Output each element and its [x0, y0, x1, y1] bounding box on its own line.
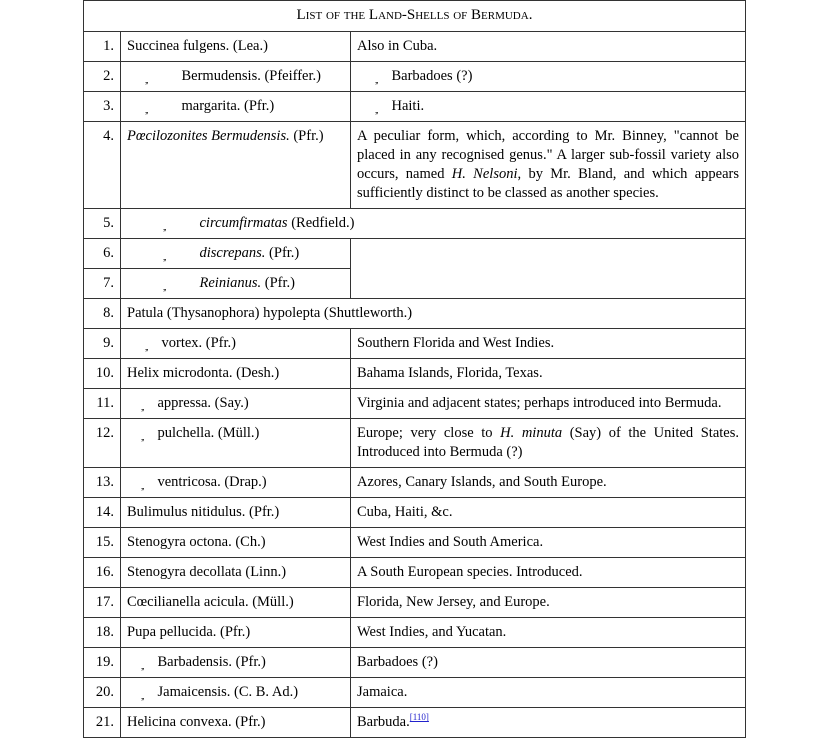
species-name: appressa. (Say.) — [157, 395, 249, 411]
table-row — [84, 359, 746, 389]
ditto-mark: ,, — [163, 252, 166, 262]
row-number: 9. — [84, 329, 121, 359]
species-authority: (Pfr.) — [265, 245, 300, 261]
row-number: 21. — [84, 708, 121, 738]
species-name: ventricosa. (Drap.) — [157, 474, 267, 490]
ditto-mark: ,, — [375, 75, 378, 85]
row-number: 14. — [84, 498, 121, 528]
row-number: 6. — [84, 239, 121, 269]
species-name: Bulimulus nitidulus. (Pfr.) — [121, 498, 351, 528]
species-note: Azores, Canary Islands, and South Europe. — [351, 468, 746, 498]
species-name: Stenogyra octona. (Ch.) — [121, 528, 351, 558]
table-row — [84, 558, 746, 588]
ditto-mark: ,, — [375, 105, 378, 115]
species-name: Succinea fulgens. (Lea.) — [121, 32, 351, 62]
species-note-cell — [351, 419, 746, 468]
species-note-continued: (Say) of the United States. Introduced into Bermuda (?) — [357, 425, 739, 460]
species-note: Barbadoes (?) — [391, 68, 473, 84]
footnote-ref — [410, 712, 429, 722]
table-row — [84, 468, 746, 498]
species-note: A South European species. Introduced. — [351, 558, 746, 588]
species-authority: (Redfield.) — [287, 215, 355, 231]
species-name-cell — [121, 92, 351, 122]
species-note: Southern Florida and West Indies. — [351, 329, 746, 359]
species-name: Cœcilianella acicula. (Müll.) — [121, 588, 351, 618]
species-name: pulchella. (Müll.) — [157, 425, 260, 441]
species-note: Europe; very close to — [357, 425, 501, 441]
row-number: 12. — [84, 419, 121, 468]
table-title: List of the Land-Shells of Bermuda. — [84, 1, 746, 32]
table-row — [84, 62, 746, 92]
species-name: margarita. (Pfr.) — [181, 98, 275, 114]
table-row — [84, 122, 746, 209]
table-row — [84, 92, 746, 122]
land-shells-table — [83, 0, 746, 738]
species-name-cell — [121, 468, 351, 498]
species-note: A peculiar form, which, according to Mr. Binney, "cannot be placed in any recognised genus." A larger sub-fossil variety also occurs, named — [357, 128, 739, 182]
row-number: 18. — [84, 618, 121, 648]
species-name: Bermudensis. (Pfeiffer.) — [181, 68, 321, 84]
ditto-mark: ,, — [141, 402, 144, 412]
species-name-cell — [121, 678, 351, 708]
species-name-italic: circumfirmatas — [199, 215, 288, 231]
species-note-italic: H. Nelsoni — [451, 166, 518, 182]
species-name-cell — [121, 239, 351, 269]
species-name: Pupa pellucida. (Pfr.) — [121, 618, 351, 648]
species-note-cell — [351, 122, 746, 209]
row-number: 13. — [84, 468, 121, 498]
table-row — [84, 498, 746, 528]
species-note: Cuba, Haiti, &c. — [351, 498, 746, 528]
row-number: 16. — [84, 558, 121, 588]
species-name: Jamaicensis. (C. B. Ad.) — [157, 684, 299, 700]
species-name: Helicina convexa. (Pfr.) — [121, 708, 351, 738]
table-row — [84, 329, 746, 359]
row-number: 11. — [84, 389, 121, 419]
species-name-cell — [121, 419, 351, 468]
row-number: 10. — [84, 359, 121, 389]
species-authority: (Pfr.) — [289, 128, 324, 144]
species-name-cell — [121, 269, 351, 299]
table-row — [84, 239, 746, 269]
table-row — [84, 299, 746, 329]
table-row — [84, 389, 746, 419]
species-note: Jamaica. — [351, 678, 746, 708]
species-name-cell — [121, 122, 351, 209]
table-row — [84, 648, 746, 678]
ditto-mark: ,, — [145, 105, 148, 115]
table-row — [84, 209, 746, 239]
species-name: Stenogyra decollata (Linn.) — [121, 558, 351, 588]
species-note: Bahama Islands, Florida, Texas. — [351, 359, 746, 389]
row-number: 3. — [84, 92, 121, 122]
row-number: 5. — [84, 209, 121, 239]
species-note: Florida, New Jersey, and Europe. — [351, 588, 746, 618]
row-number: 7. — [84, 269, 121, 299]
species-note: Haiti. — [391, 98, 425, 114]
species-note-continued: , by Mr. Bland, and which appears sufficiently distinct to be classed as another species. — [357, 166, 739, 201]
species-note: Also in Cuba. — [351, 32, 746, 62]
table-row — [84, 678, 746, 708]
table-title-row — [84, 1, 746, 32]
row-number: 15. — [84, 528, 121, 558]
footnote-link[interactable]: [110] — [409, 712, 429, 722]
row-number: 4. — [84, 122, 121, 209]
species-authority: (Pfr.) — [261, 275, 295, 291]
ditto-mark: ,, — [141, 661, 144, 671]
species-note: West Indies, and Yucatan. — [351, 618, 746, 648]
ditto-mark: ,, — [141, 432, 144, 442]
row-number: 19. — [84, 648, 121, 678]
species-name-cell — [121, 209, 746, 239]
empty-note-cell — [351, 239, 746, 299]
species-name-italic: discrepans. — [199, 245, 266, 261]
species-name-cell — [121, 329, 351, 359]
species-name: Patula (Thysanophora) hypolepta (Shuttleworth.) — [121, 299, 746, 329]
species-note-cell — [351, 92, 746, 122]
species-note: Barbadoes (?) — [351, 648, 746, 678]
species-note-cell — [351, 708, 746, 738]
row-number: 2. — [84, 62, 121, 92]
table-row — [84, 618, 746, 648]
table-row — [84, 419, 746, 468]
table-row — [84, 708, 746, 738]
species-name-cell — [121, 62, 351, 92]
species-name-cell — [121, 389, 351, 419]
species-note: West Indies and South America. — [351, 528, 746, 558]
row-number: 17. — [84, 588, 121, 618]
species-note-cell — [351, 62, 746, 92]
ditto-mark: ,, — [163, 282, 166, 292]
ditto-mark: ,, — [145, 75, 148, 85]
species-name-italic: Reinianus. — [199, 275, 262, 291]
species-name-cell — [121, 648, 351, 678]
table-row — [84, 528, 746, 558]
species-note: Barbuda. — [357, 714, 410, 730]
ditto-mark: ,, — [145, 342, 148, 352]
species-name-italic: Pœcilozonites Bermudensis. — [127, 128, 290, 144]
table-row — [84, 32, 746, 62]
table-row — [84, 588, 746, 618]
ditto-mark: ,, — [141, 691, 144, 701]
species-name: Barbadensis. (Pfr.) — [157, 654, 266, 670]
row-number: 8. — [84, 299, 121, 329]
species-note-italic: H. minuta — [500, 425, 563, 441]
row-number: 1. — [84, 32, 121, 62]
row-number: 20. — [84, 678, 121, 708]
species-name: vortex. (Pfr.) — [161, 335, 236, 351]
species-name: Helix microdonta. (Desh.) — [121, 359, 351, 389]
species-note: Virginia and adjacent states; perhaps introduced into Bermuda. — [351, 389, 746, 419]
ditto-mark: ,, — [163, 222, 166, 232]
ditto-mark: ,, — [141, 481, 144, 491]
